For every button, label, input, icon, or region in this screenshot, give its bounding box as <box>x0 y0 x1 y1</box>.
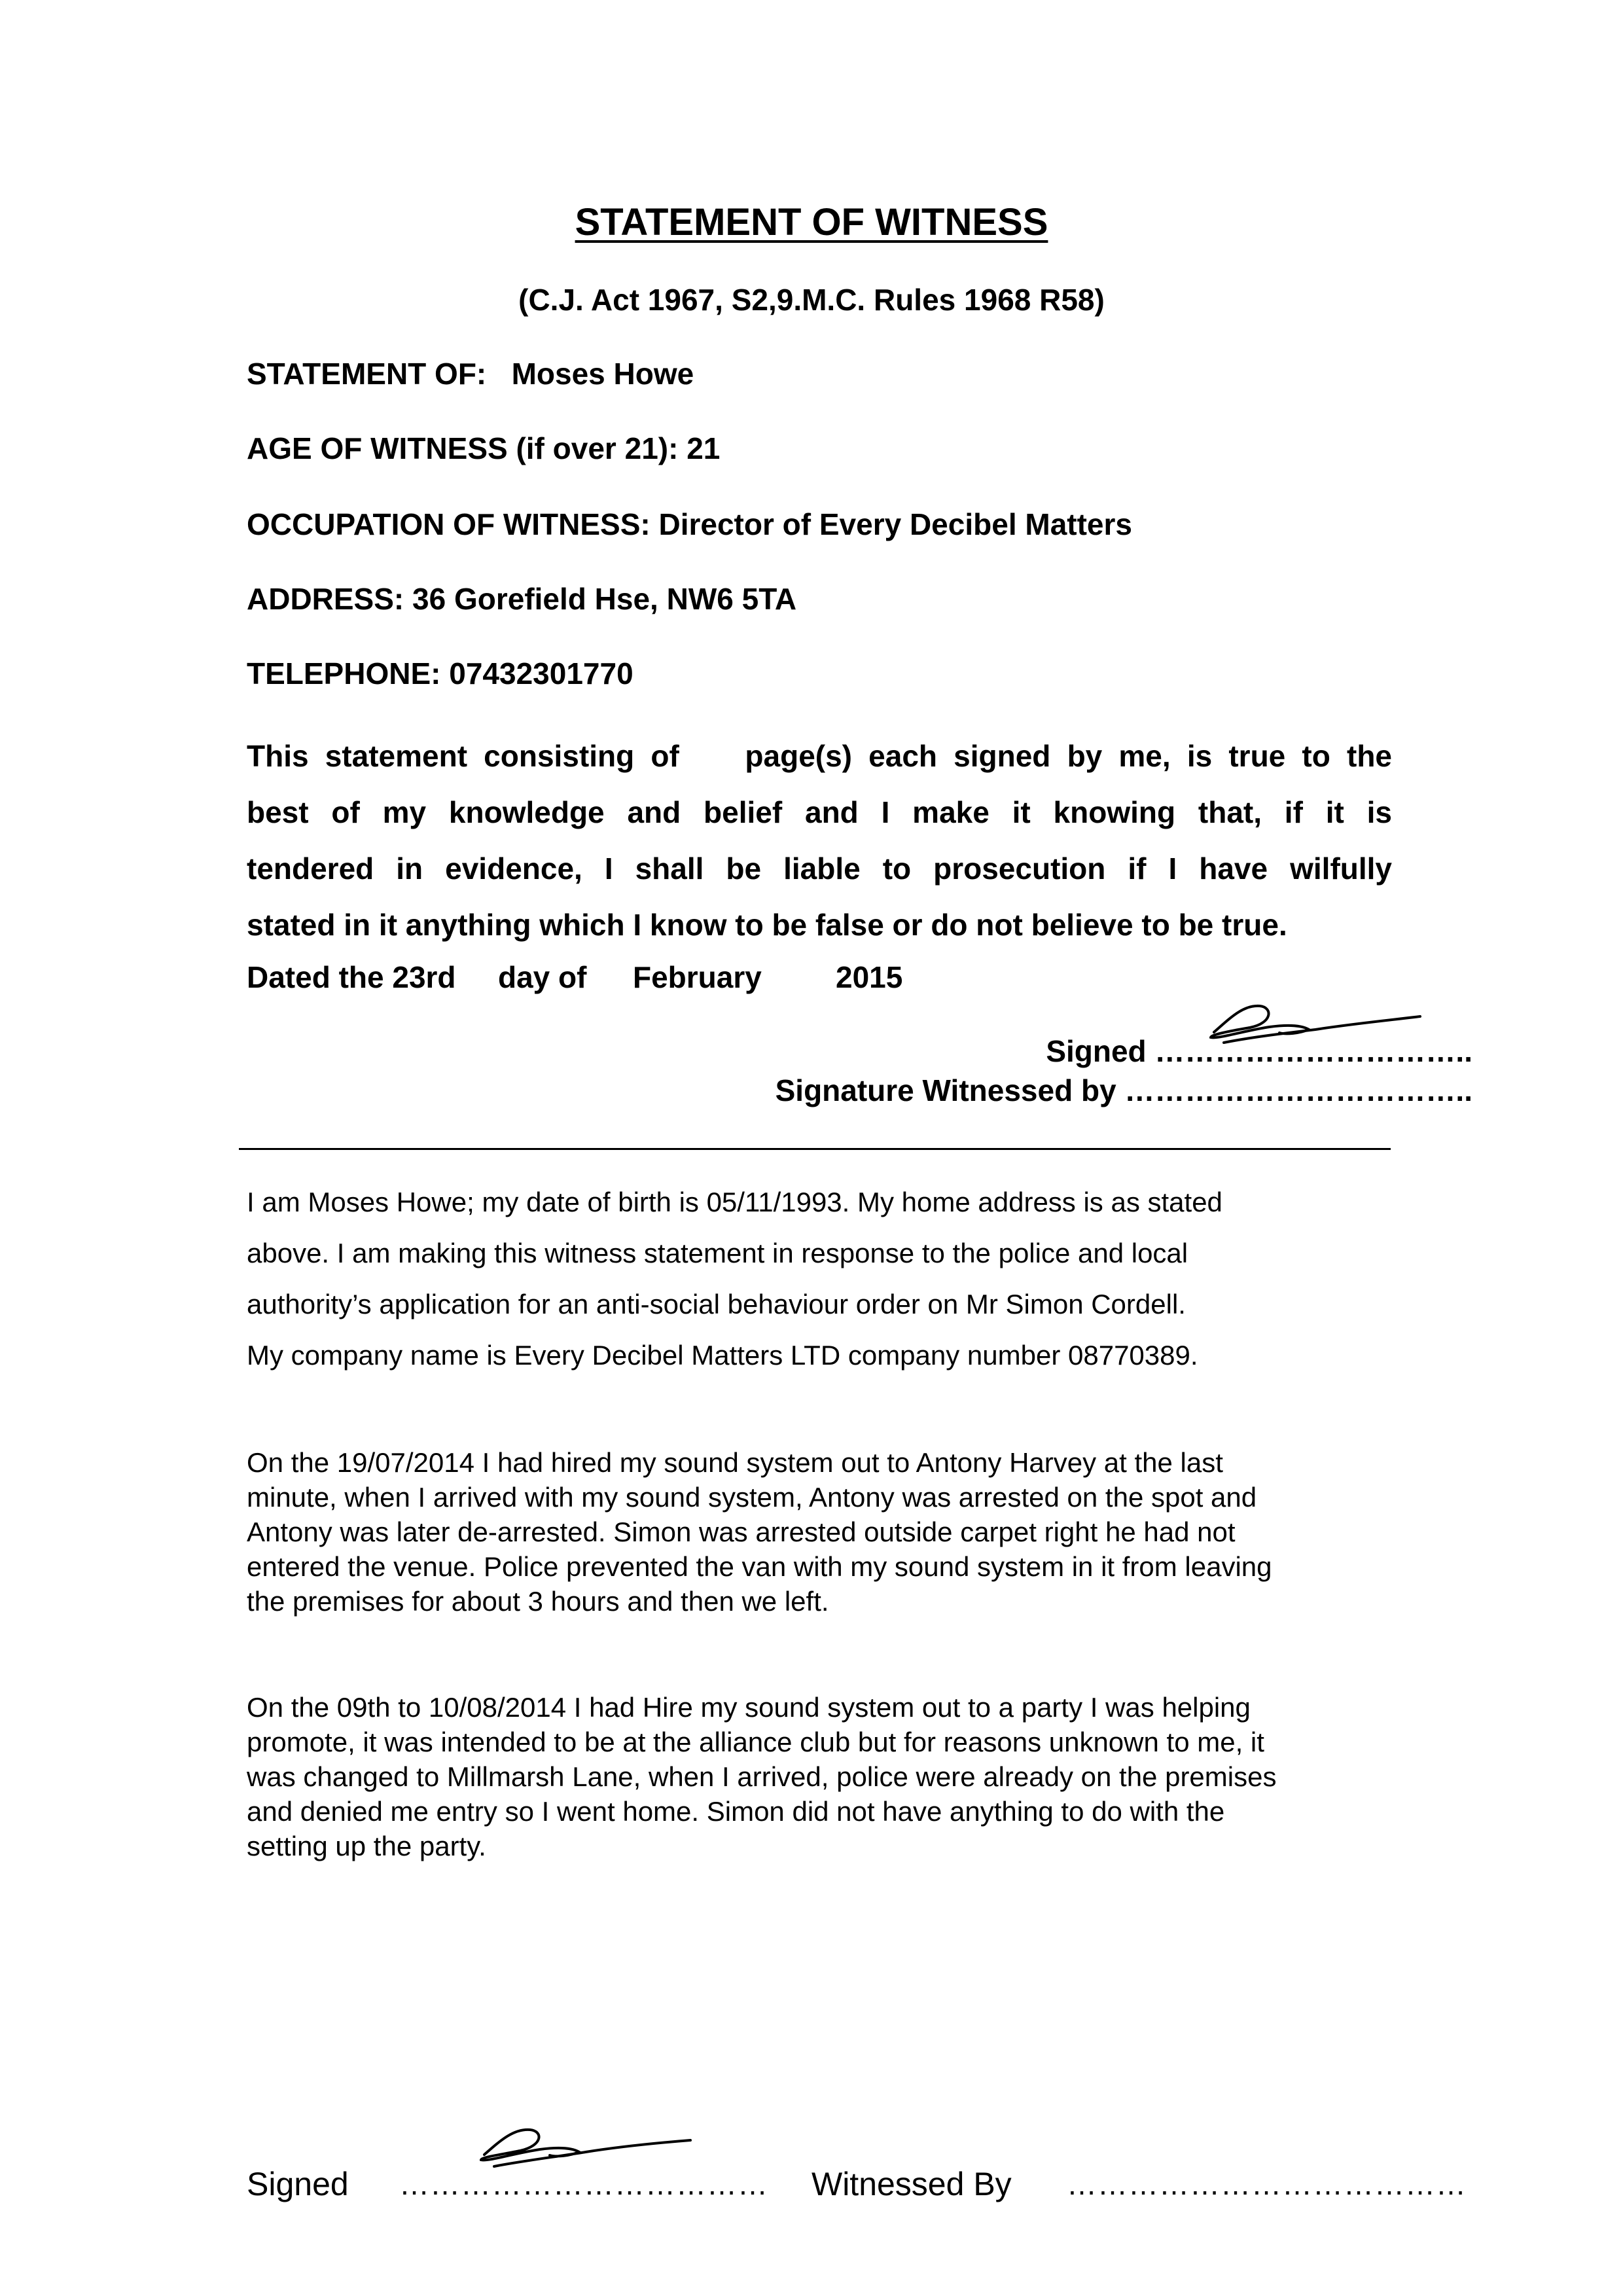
paragraph-line: Antony was later de-arrested. Simon was arrested outside carpet right he had not <box>247 1516 1236 1547</box>
statement-of-field: STATEMENT OF: Moses Howe <box>247 357 694 391</box>
intro-line: above. I am making this witness statement in response to the police and local <box>247 1238 1188 1268</box>
footer-signed-dots: ……………………………… <box>399 2167 768 2201</box>
declaration-line: tendered in evidence, I shall be liable to prosecution if I have wilfully <box>247 852 1392 886</box>
dated-line <box>247 956 902 999</box>
declaration-line: This statement consisting of page(s) each signed by me, is true to the <box>247 739 1392 773</box>
paragraph-line: minute, when I arrived with my sound system, Antony was arrested on the spot and <box>247 1482 1257 1513</box>
dated-day-of: day of <box>498 960 587 994</box>
intro-line: I am Moses Howe; my date of birth is 05/11/1993. My home address is as stated <box>247 1187 1222 1217</box>
declaration-paragraph <box>247 728 1392 953</box>
dated-prefix: Dated the 23rd <box>247 960 456 994</box>
age-field: AGE OF WITNESS (if over 21): 21 <box>247 431 721 465</box>
paragraph-line: setting up the party. <box>247 1831 486 1861</box>
dated-year: 2015 <box>836 960 903 994</box>
paragraph-line: promote, it was intended to be at the alliance club but for reasons unknown to me, it <box>247 1727 1264 1757</box>
footer-witnessed-dots: ………………………………… <box>1067 2167 1467 2201</box>
section-divider <box>239 1148 1391 1150</box>
intro-line: My company name is Every Decibel Matters LTD company number 08770389. <box>247 1340 1198 1371</box>
page-subtitle: (C.J. Act 1967, S2,9.M.C. Rules 1968 R58) <box>518 283 1105 317</box>
dated-month: February <box>633 960 762 994</box>
paragraph-line: the premises for about 3 hours and then we left. <box>247 1586 829 1617</box>
paragraph-line: entered the venue. Police prevented the van with my sound system in it from leaving <box>247 1551 1272 1582</box>
signed-line: Signed ………………………….. <box>1046 1034 1472 1068</box>
occupation-field: OCCUPATION OF WITNESS: Director of Every Decibel Matters <box>247 507 1132 541</box>
declaration-line: stated in it anything which I know to be false or do not believe to be true. <box>247 908 1287 942</box>
page-title: STATEMENT OF WITNESS <box>575 201 1048 243</box>
declaration-line: best of my knowledge and belief and I make it knowing that, if it is <box>247 795 1392 829</box>
paragraph-line: On the 19/07/2014 I had hired my sound system out to Antony Harvey at the last <box>247 1447 1223 1478</box>
telephone-field: TELEPHONE: 07432301770 <box>247 656 633 691</box>
paragraph-line: and denied me entry so I went home. Simon did not have anything to do with the <box>247 1796 1225 1827</box>
incident-paragraph-1 <box>247 1445 1418 1619</box>
footer-witnessed-label: Witnessed By <box>812 2166 1012 2202</box>
paragraph-line: On the 09th to 10/08/2014 I had Hire my sound system out to a party I was helping <box>247 1692 1251 1723</box>
paragraph-line: was changed to Millmarsh Lane, when I arrived, police were already on the premises <box>247 1761 1277 1792</box>
signature-witnessed-line: Signature Witnessed by …………………………….. <box>775 1073 1472 1107</box>
footer-signed-label: Signed <box>247 2166 349 2202</box>
intro-line: authority’s application for an anti-social behaviour order on Mr Simon Cordell. <box>247 1289 1186 1319</box>
address-field: ADDRESS: 36 Gorefield Hse, NW6 5TA <box>247 582 797 616</box>
incident-paragraph-2 <box>247 1690 1418 1863</box>
intro-paragraph <box>247 1177 1418 1381</box>
